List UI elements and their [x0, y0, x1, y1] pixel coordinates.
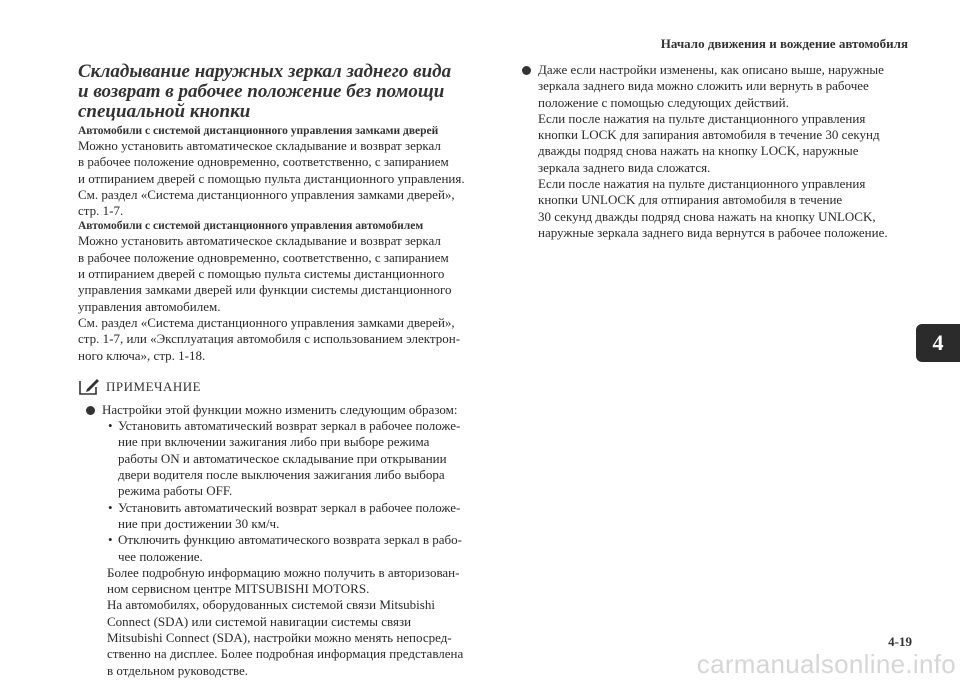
section-title: [78, 62, 483, 122]
text-line: ние при включении зажигания либо при выборе режима: [118, 434, 430, 450]
text-line: Connect (SDA) или системой навигации системы связи: [107, 613, 412, 629]
list-dot: •: [108, 418, 113, 434]
text-line: управления замками дверей или функции системы дистанционного: [78, 282, 452, 298]
text-line: и отпиранием дверей с помощью пульта дистанционного управления.: [78, 170, 465, 186]
text-line: двери водителя после выключения зажигания либо выбора: [118, 467, 445, 483]
list-dot: •: [108, 532, 113, 548]
text-line: Можно установить автоматическое складывание и возврат зеркал: [78, 233, 441, 249]
text-line: режима работы OFF.: [118, 483, 233, 499]
text-line: в отдельном руководстве.: [107, 662, 249, 678]
running-header: Начало движения и вождение автомобиля: [660, 36, 908, 51]
text-line: Даже если настройки изменены, как описано выше, наружные: [538, 62, 884, 77]
chapter-tab: 4: [916, 324, 960, 362]
text-line: Более подробную информацию можно получить в авторизован-: [107, 564, 460, 580]
text-line: ном сервисном центре MITSUBISHI MOTORS.: [107, 581, 370, 597]
text-line: ного ключа», стр. 1-18.: [78, 347, 206, 363]
subheading-remote-control: Автомобили с системой дистанционного управления автомобилем: [78, 220, 424, 233]
text-line: в рабочее положение одновременно, соответственно, с запиранием: [78, 154, 449, 170]
text-line: Установить автоматический возврат зеркал в рабочее положе-: [118, 418, 461, 434]
right-column: [522, 62, 914, 241]
bullet-dot-icon: [86, 406, 95, 415]
note-list-item: [78, 418, 483, 499]
text-line: ние при достижении 30 км/ч.: [118, 515, 280, 531]
note-sda-info: [78, 597, 483, 678]
text-line: Mitsubishi Connect (SDA), настройки можно менять непосред-: [107, 630, 452, 646]
text-line: Если после нажатия на пульте дистанционного управления: [538, 176, 866, 192]
text-line: дважды подряд снова нажать на кнопку LOCK, наружные: [538, 143, 859, 159]
text-line: См. раздел «Система дистанционного управления замками дверей»,: [78, 186, 455, 202]
note-bullet-text: Настройки этой функции можно изменить следующим образом:: [102, 401, 458, 417]
note-label: ПРИМЕЧАНИЕ: [106, 378, 202, 394]
text-line: ственно на дисплее. Более подробная информация представлена: [107, 646, 464, 662]
text-line: кнопки LOCK для запирания автомобиля в течение 30 секунд: [538, 127, 880, 143]
text-line: кнопки UNLOCK для отпирания автомобиля в течение: [538, 192, 843, 208]
text-line: чее положение.: [118, 548, 203, 564]
note-list-item: [78, 532, 483, 565]
text-line: Можно установить автоматическое складывание и возврат зеркал: [78, 138, 441, 153]
note-pen-icon: [78, 378, 100, 396]
text-line: в рабочее положение одновременно, соответственно, с запиранием: [78, 249, 449, 265]
title-line: и возврат в рабочее положение без помощи: [78, 81, 445, 102]
note-more-info: [78, 565, 483, 598]
page-number: 4-19: [888, 634, 912, 649]
note-list-item: [78, 500, 483, 533]
text-line: зеркала заднего вида сложатся.: [538, 159, 711, 175]
text-line: наружные зеркала заднего вида вернутся в рабочее положение.: [538, 224, 888, 240]
note-header: [78, 378, 483, 396]
text-line: стр. 1-7.: [78, 203, 124, 219]
lock-instructions: [522, 111, 914, 176]
note-bullet: [78, 402, 483, 418]
paragraph-remote-locking: [78, 138, 483, 219]
bullet-dot-icon: [522, 66, 531, 75]
subheading-remote-locking: Автомобили с системой дистанционного управления замками дверей: [78, 125, 439, 137]
text-line: управления автомобилем.: [78, 298, 221, 314]
text-line: На автомобилях, оборудованных системой связи Mitsubishi: [107, 597, 435, 613]
right-bullet: [522, 62, 914, 111]
right-note-content: [522, 62, 914, 241]
unlock-instructions: [522, 176, 914, 241]
text-line: работы ON и автоматическое складывание при открывании: [118, 450, 447, 466]
text-line: Если после нажатия на пульте дистанционного управления: [538, 110, 866, 126]
left-column: [78, 62, 483, 679]
title-line: специальной кнопки: [78, 101, 251, 122]
text-line: стр. 1-7, или «Эксплуатация автомобиля с использованием электрон-: [78, 331, 461, 347]
list-dot: •: [108, 499, 113, 515]
watermark: carmanualsonline.info: [696, 649, 956, 679]
text-line: См. раздел «Система дистанционного управления замками дверей»,: [78, 314, 455, 330]
note-content: [78, 402, 483, 679]
text-line: и отпиранием дверей с помощью пульта системы дистанционного: [78, 266, 445, 282]
text-line: Отключить функцию автоматического возврата зеркал в рабо-: [118, 532, 462, 548]
text-line: 30 секунд дважды подряд снова нажать на кнопку UNLOCK,: [538, 208, 876, 224]
paragraph-remote-control: [78, 233, 483, 363]
text-line: зеркала заднего вида можно сложить или вернуть в рабочее: [538, 78, 869, 94]
text-line: положение с помощью следующих действий.: [538, 94, 789, 110]
text-line: Установить автоматический возврат зеркал в рабочее положе-: [118, 499, 461, 515]
title-line: Складывание наружных зеркал заднего вида: [78, 61, 452, 82]
